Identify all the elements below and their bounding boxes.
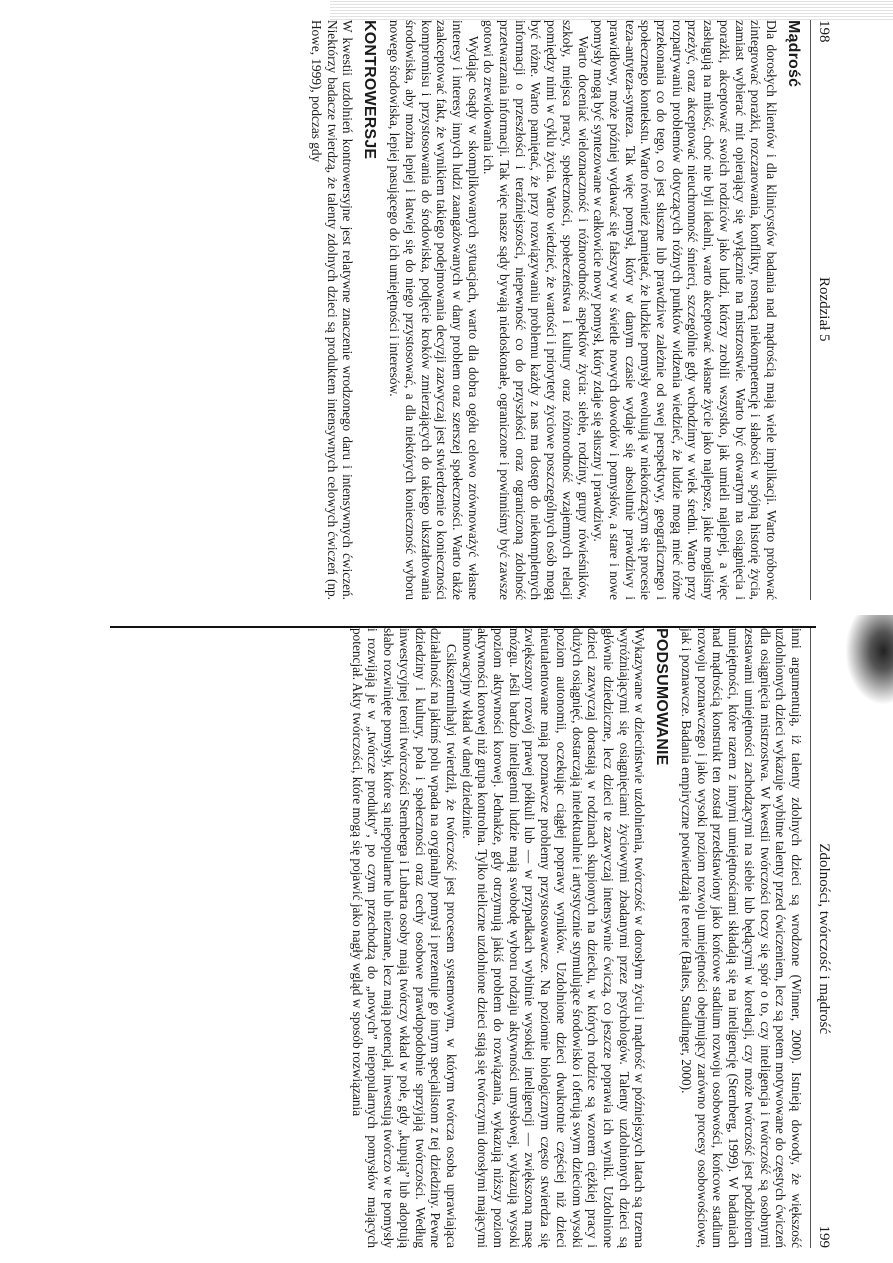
paragraph: Warto doceniać wieloznaczność i różnorodność aspektów życia: siebie, rodziny, grupy rówieśników, szkoły, miejsca pracy, społeczności, społeczeństwa i kultury oraz różnorodność wzajemnych relacji pomiędzy nimi w cyklu życia. Warto wiedzieć, że wartości i priorytety życiowe poszczególnych osób mogą być różne. Warto pamiętać, że przy rozwiązywaniu problemu każdy z nas ma dostęp do niekompletnych informacji o przeszłości i teraźniejszości, niepewność co do przyszłości oraz ograniczoną zdolność przetwarzania informacji. Tak więc nasze sądy bywają niedoskonałe, ograniczone i powinniśmy być zawsze gotowi do zrewidowania ich.: [481, 20, 591, 600]
paragraph: Wydając osądy w skomplikowanych sytuacjach, warto dla dobra ogółu celowo zrównoważyć własne interesy i interesy innych ludzi zaangażowanych w dany problem oraz szerszej społeczności. Warto także zaakceptować fakt, że wynikiem takiego podejmowania decyzji zazwyczaj jest stwierdzenie o konieczności kompromisu i przystosowania do środowiska, podjęcie kroków zmierzających do takiego ukształtowania środowiska, aby można lepiej i łatwiej się do niego przystosować, a dla niektórych konieczność wyboru nowego środowiska, lepiej pasującego do ich umiejętności i interesów.: [387, 20, 481, 600]
left-page: [72, 20, 832, 600]
right-running-head: [810, 628, 832, 1248]
section-madrosc: [386, 20, 802, 600]
paragraph: inni argumentują, iż talenty zdolnych dzieci są wrodzone (Winner, 2000). Istnieją dowody, że większość uzdolnionych dzieci wykazuje wybitne talenty przed ćwiczeniem, lecz są potem motywowane do częstych ćwiczeń dla osiągnięcia mistrzostwa. W kwestii twórczości toczy się spór o to, czy inteligencja i twórczość są osobnymi zestawami umiejętności zachodzącymi na siebie lub będącymi w korelacji, czy może twórczość jest podzbiorem umiejętności, które razem z innymi umiejętnościami składają się na inteligencję (Sternberg, 1999). W badaniach nad mądrością konstrukt ten został przedstawiony jako końcowe stadium rozwoju osobowości, końcowe stadium rozwoju poznawczego i jako wysoki poziom rozwoju umiejętności obejmujący zarówno procesy osobowościowe, jak i poznawcze. Badania empiryczne potwierdzają te teorie (Baltes, Staudinger, 2000).: [679, 628, 804, 1248]
left-chapter-title: Rozdział 5: [816, 276, 832, 342]
section-title-podsumowanie: PODSUMOWANIE: [653, 628, 671, 766]
section-title-kontrowersje: KONTROWERSJE: [361, 20, 379, 160]
right-page-number: 199: [816, 1225, 832, 1248]
left-running-head: [810, 20, 832, 600]
paragraph: Dla dorosłych klientów i dla klinicystów badania nad mądrością mają wiele implikacji. Warto próbować zintegrować porażki, rozczarowania, konflikty, rosnącą niekompetencję i słabości w spójną historię życia, zamiast wybierać mit opierający się wyłącznie na mistrzostwie. Warto być otwartym na osiągnięcia i porażki, akceptować swoich rodziców jako ludzi, którzy zrobili wszystko, jak umieli najlepiej, a więc zasługują na miłość, choć nie byli idealni, warto akceptować własne życie jako najlepsze, jakie mogliśmy przeżyć, oraz akceptować nieuchronność śmierci, szczególnie gdy wchodzimy w wiek średni. Warto przy rozpatrywaniu problemów dotyczących różnych punktów widzenia wiedzieć, że ludzie mogą mieć różne przekonania co do tego, co jest słuszne lub prawdziwe zależnie od swej perspektywy, geograficznego i społecznego kontekstu. Warto również pamiętać, że ludzkie pomysły ewoluują w niekończącym się procesie teza-antyteza-synteza. Tak więc pomysł, który w danym czasie wydaje się absolutnie prawdziwy i prawidłowy, może później wydawać się fałszywy w świetle nowych dowodów i pomysłów, a stare i nowe pomysły mogą być syntezowane w całkowicie nowy pomysł, który zdaje się słuszny i prawdziwy.: [591, 20, 779, 600]
section-title-madrosc: Mądrość: [785, 20, 802, 88]
scan-artifact-top: [330, 0, 893, 22]
right-chapter-title: Zdolności, twórczość i mądrość: [816, 843, 832, 1035]
paragraph: Csikszentmihalyi twierdził, że twórczość jest procesem systemowym, w którym twórcza osoba uprawiająca działalność na jakimś polu wpada na oryginalny pomysł i prezentuje go innym specjalistom z tej dziedziny. Pewne dziedziny i kultury, pola i społeczności oraz cechy osobowe prawdopodobnie sprzyjają twórczości. Według inwestycyjnej teorii twórczości Sternberga i Lubarta osoby mają twórczy wkład w pole, gdy „kupują” lub adoptują słabo rozwinięte pomysły, które są niepopularne lub nieznane, lecz mają potencjał, inwestują twórczo w te pomysły i rozwijają je w „twórcze produkty”, po czym przechodzą do „nowych” niepopularnych pomysłów mających potencjał. Akty twórczości, które mogą się pojawić jako nagły wgląd w sposób rozwiązania: [349, 628, 459, 1248]
paragraph: W kwestii uzdolnień kontrowersyjne jest relatywne znaczenie wrodzonego daru i intensywnych ćwiczeń. Niektórzy badacze twierdzą, że talenty zdolnych dzieci są produktem intensywnych celowych ćwiczeń (np. Howe, 1999), podczas gdy: [309, 20, 356, 600]
paragraph: Wykazywane w dzieciństwie uzdolnienia, twórczość w dorosłym życiu i mądrość w późniejszych latach są trzema wyróżniającymi się osiągnięciami życiowymi zbadanymi przez psychologów. Talenty uzdolnionych dzieci są głównie dziedziczne, lecz dzieci te zazwyczaj intensywnie ćwiczą, co jeszcze poprawia ich wyniki. Uzdolnione dzieci zazwyczaj dorastają w rodzinach skupionych na dziecku, w których rodzice są wzorem ciężkiej pracy i dużych osiągnięć, dostarczają intelektualnie i artystycznie stymulujące środowisko i oferują swym dzieciom wysoki poziom autonomii, oczekując ciągłej poprawy wyników. Uzdolnione dzieci dwukrotnie częściej niż dzieci nieutalentowane mają poznawcze problemy przystosowawcze. Na poziomie biologicznym często stwierdza się zwiększony rozwój prawej półkuli lub — w przypadkach wybitnie wysokiej inteligencji — zwiększoną masę mózgu. Jeśli bardzo inteligentni ludzie mają swobodę wyboru rodzaju aktywności umysłowej, wykazują wysoki poziom aktywności korowej. Jednakże, gdy otrzymują jakiś problem do rozwiązania, wykazują niższy poziom aktywności korowej niż grupa kontrolna. Tylko nieliczne uzdolnione dzieci stają się twórczymi dorosłymi mającymi innowacyjny wkład w danej dziedzinie.: [459, 628, 648, 1248]
section-podsumowanie: [349, 628, 670, 1248]
left-page-number: 198: [816, 20, 832, 43]
section-kontrowersje: [308, 20, 378, 600]
right-page: [40, 628, 832, 1248]
scan-artifact-smudge: [845, 615, 893, 705]
